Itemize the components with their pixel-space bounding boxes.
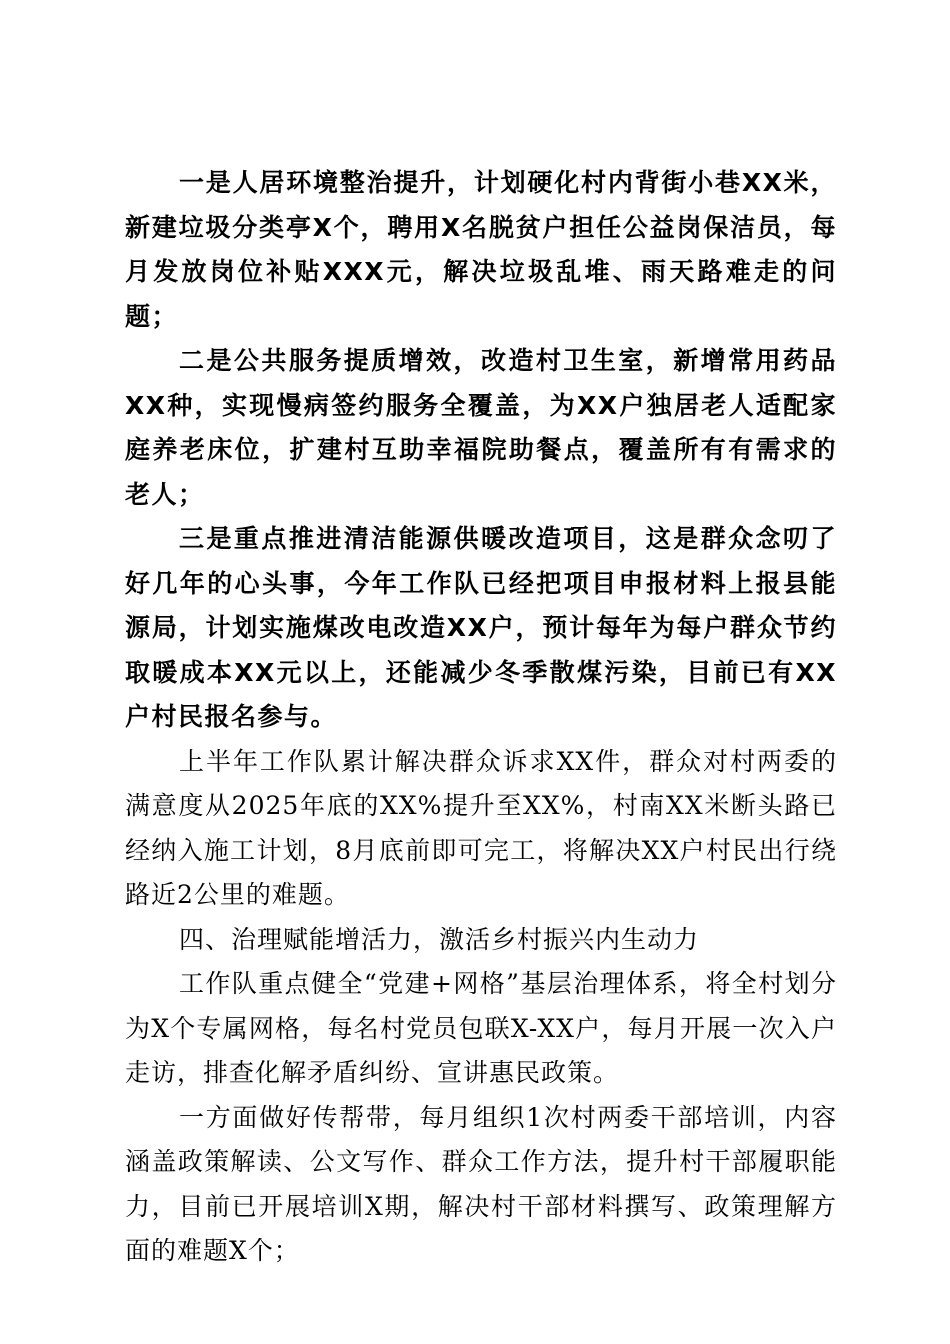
section-heading-governance: 四、治理赋能增活力，激活乡村振兴内生动力 xyxy=(179,924,700,954)
paragraph-clean-energy-heating: 三是重点推进清洁能源供暖改造项目，这是群众念叨了好几年的心头事，今年工作队已经把项目申报材料上报县能源局，计划实施煤改电改造XX户，预计每年为每户群众节约取暖成本XX元以上，还能减少冬季散煤污染，目前已有XX户村民报名参与。 xyxy=(125,524,837,731)
paragraph-cadre-training: 一方面做好传帮带，每月组织1次村两委干部培训，内容涵盖政策解读、公文写作、群众工作方法，提升村干部履职能力，目前已开展培训X期，解决村干部材料撰写、政策理解方面的难题X个； xyxy=(125,1102,837,1265)
paragraph-half-year-results: 上半年工作队累计解决群众诉求XX件，群众对村两委的满意度从2025年底的XX%提升至XX%，村南XX米断头路已经纳入施工计划，8月底前即可完工，将解决XX户村民出行绕路近2公里的难题。 xyxy=(125,746,837,909)
paragraph-living-environment: 一是人居环境整治提升，计划硬化村内背街小巷XX米，新建垃圾分类亭X个，聘用X名脱贫户担任公益岗保洁员，每月发放岗位补贴XXX元，解决垃圾乱堆、雨天路难走的问题； xyxy=(125,168,837,331)
paragraph-public-services: 二是公共服务提质增效，改造村卫生室，新增常用药品XX种，实现慢病签约服务全覆盖，为XX户独居老人适配家庭养老床位，扩建村互助幸福院助餐点，覆盖所有有需求的老人； xyxy=(125,346,837,509)
document-body xyxy=(125,161,837,1274)
paragraph-grid-governance: 工作队重点健全“党建+网格”基层治理体系，将全村划分为X个专属网格，每名村党员包联X-XX户，每月开展一次入户走访，排查化解矛盾纠纷、宣讲惠民政策。 xyxy=(125,969,837,1087)
